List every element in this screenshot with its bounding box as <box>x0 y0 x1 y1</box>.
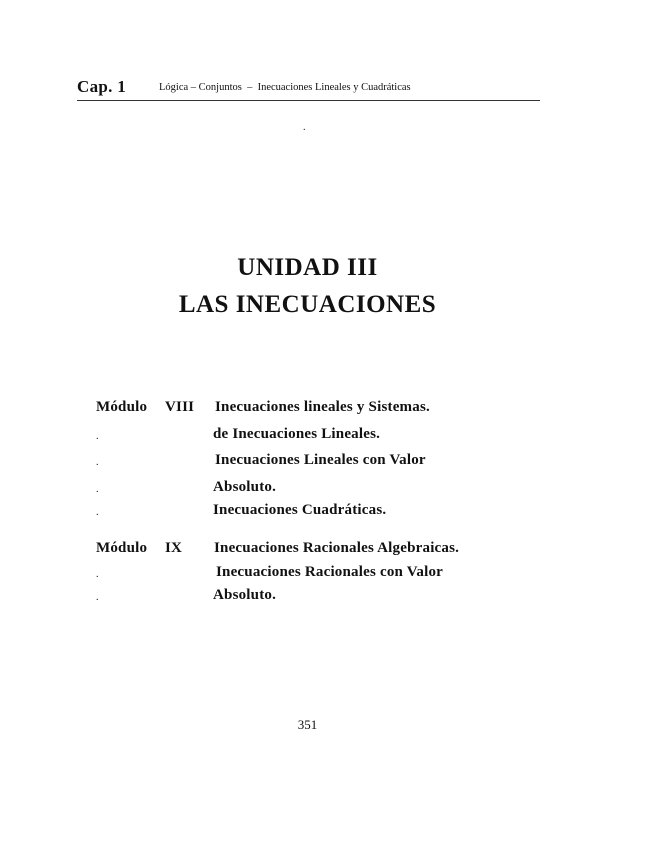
running-title: Lógica – Conjuntos – Inecuaciones Lineales y Cuadráticas <box>159 82 411 93</box>
top-mark: . <box>303 122 306 133</box>
module-line: Absoluto. <box>213 479 277 495</box>
chapter-label: Cap. 1 <box>77 77 127 96</box>
module-label: Módulo <box>96 399 148 415</box>
page-number: 351 <box>297 717 318 732</box>
module-label: Módulo <box>96 540 148 556</box>
line-marker: . <box>96 569 99 580</box>
line-marker: . <box>96 484 99 495</box>
module-line: Inecuaciones Cuadráticas. <box>213 502 387 518</box>
unit-subtitle: LAS INECUACIONES <box>178 291 437 318</box>
running-header <box>77 74 540 101</box>
unit-title: UNIDAD III <box>237 254 378 281</box>
line-marker: . <box>96 431 99 442</box>
module-line: Inecuaciones lineales y Sistemas. <box>215 399 430 415</box>
line-marker: . <box>96 457 99 468</box>
module-line: Inecuaciones Racionales Algebraicas. <box>214 540 460 556</box>
module-number: IX <box>165 540 183 556</box>
module-line: Inecuaciones Racionales con Valor <box>216 564 444 580</box>
module-line: de Inecuaciones Lineales. <box>213 426 381 442</box>
module-line: Inecuaciones Lineales con Valor <box>215 452 426 468</box>
line-marker: . <box>96 507 99 518</box>
line-marker: . <box>96 592 99 603</box>
module-number: VIII <box>165 399 195 415</box>
module-line: Absoluto. <box>213 587 277 603</box>
